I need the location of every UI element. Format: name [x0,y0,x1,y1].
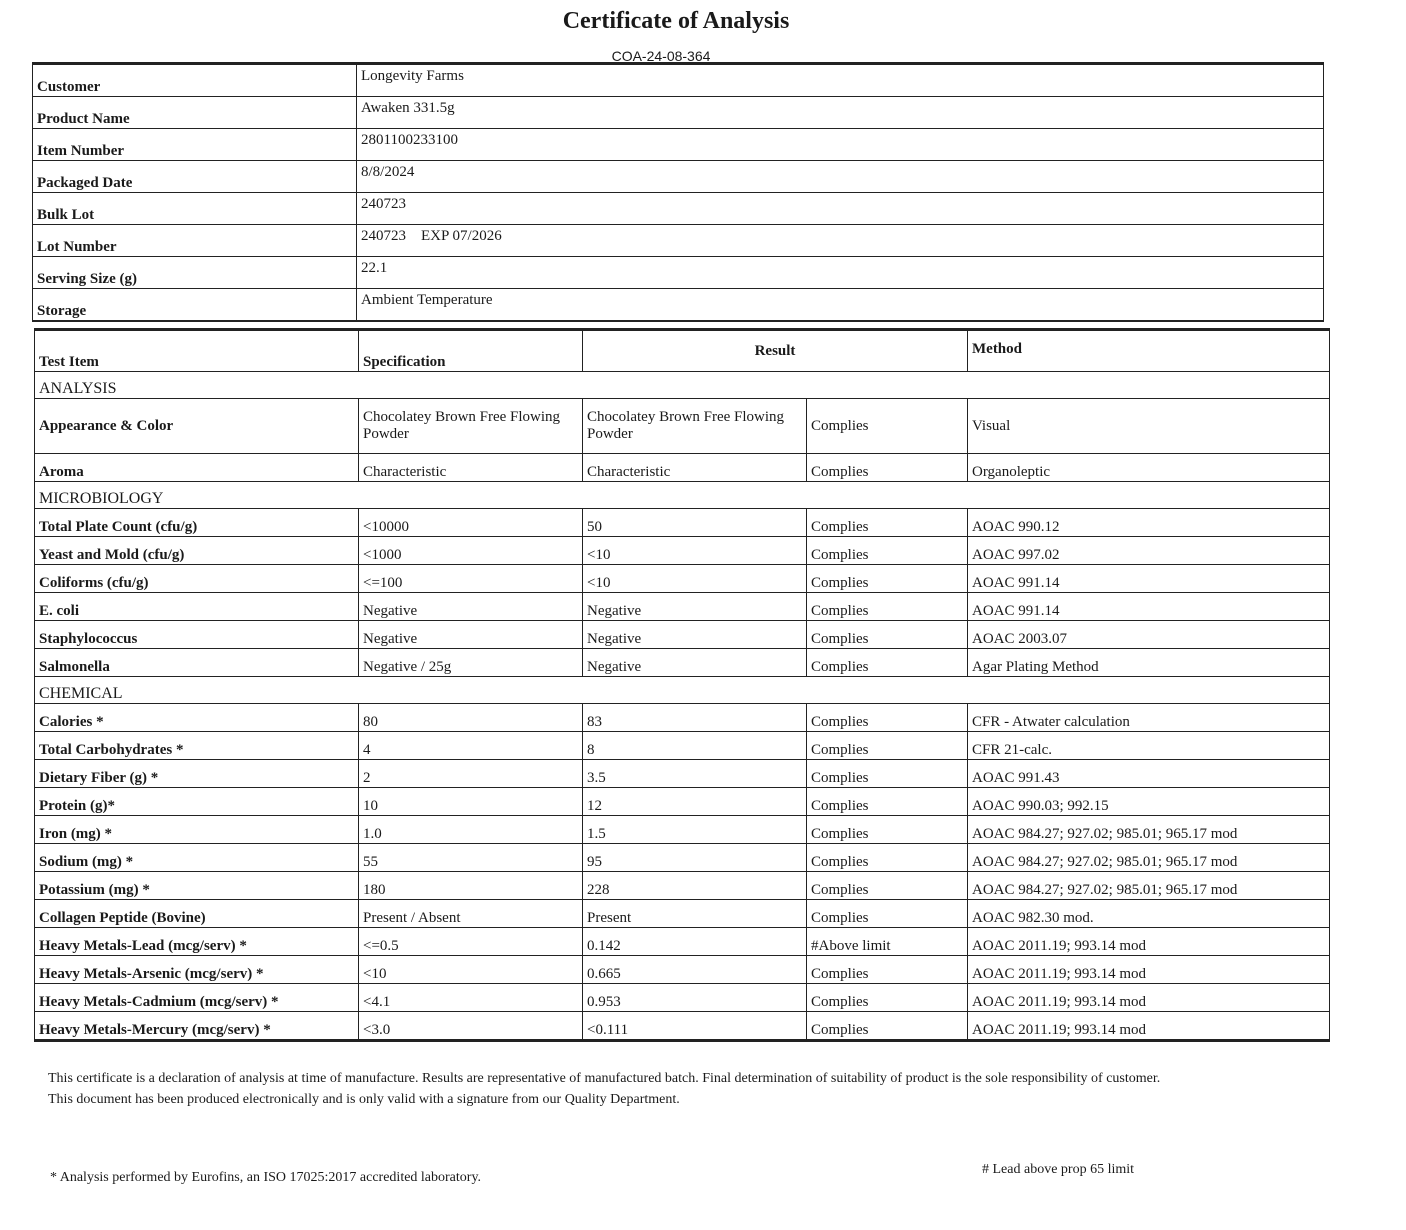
info-value: 240723 EXP 07/2026 [357,225,1324,257]
specification-cell: 1.0 [359,816,583,844]
result-cell: Characteristic [583,454,807,482]
test-item-cell: Iron (mg) * [35,816,359,844]
result-cell: 228 [583,872,807,900]
info-value: Longevity Farms [357,64,1324,97]
method-cell: AOAC 990.03; 992.15 [968,788,1330,816]
specification-cell: Negative [359,621,583,649]
test-item-cell: Heavy Metals-Lead (mcg/serv) * [35,928,359,956]
section-heading: CHEMICAL [35,677,1330,704]
test-item-cell: Total Plate Count (cfu/g) [35,509,359,537]
section-heading: ANALYSIS [35,372,1330,399]
header-specification: Specification [359,330,583,372]
test-item-cell: Heavy Metals-Cadmium (mcg/serv) * [35,984,359,1012]
specification-cell: 80 [359,704,583,732]
specification-cell: <4.1 [359,984,583,1012]
test-item-cell: Sodium (mg) * [35,844,359,872]
section-row [35,372,1330,399]
result-cell: Chocolatey Brown Free Flowing Powder [583,399,807,454]
method-cell: AOAC 2011.19; 993.14 mod [968,928,1330,956]
disclaimer-line: This document has been produced electronically and is only valid with a signature from our Quality Department. [48,1092,680,1107]
table-row [35,900,1330,928]
compliance-cell: Complies [807,732,968,760]
method-cell: AOAC 2011.19; 993.14 mod [968,984,1330,1012]
info-value: 2801100233100 [357,129,1324,161]
specification-cell: 10 [359,788,583,816]
table-row [35,816,1330,844]
test-item-cell: Potassium (mg) * [35,872,359,900]
test-item-cell: Staphylococcus [35,621,359,649]
info-row [33,193,1324,225]
result-cell: 3.5 [583,760,807,788]
result-cell: 50 [583,509,807,537]
info-label: Storage [33,289,357,322]
footnote-lab: * Analysis performed by Eurofins, an ISO 17025:2017 accredited laboratory. [50,1170,482,1185]
table-row [35,844,1330,872]
info-label: Product Name [33,97,357,129]
compliance-cell: Complies [807,621,968,649]
compliance-cell: Complies [807,399,968,454]
method-cell: AOAC 984.27; 927.02; 985.01; 965.17 mod [968,844,1330,872]
info-label: Bulk Lot [33,193,357,225]
result-cell: 12 [583,788,807,816]
disclaimer-notes [48,1068,1338,1110]
result-cell: Negative [583,593,807,621]
specification-cell: <3.0 [359,1012,583,1041]
specification-cell: <=0.5 [359,928,583,956]
table-row [35,593,1330,621]
info-row [33,225,1324,257]
table-row [35,621,1330,649]
compliance-cell: Complies [807,900,968,928]
specification-cell: 4 [359,732,583,760]
specification-cell: 180 [359,872,583,900]
table-row [35,704,1330,732]
compliance-cell: #Above limit [807,928,968,956]
result-cell: <0.111 [583,1012,807,1041]
compliance-cell: Complies [807,816,968,844]
test-item-cell: Collagen Peptide (Bovine) [35,900,359,928]
info-label: Serving Size (g) [33,257,357,289]
table-row [35,509,1330,537]
table-row [35,956,1330,984]
method-cell: AOAC 984.27; 927.02; 985.01; 965.17 mod [968,816,1330,844]
info-value: 22.1 [357,257,1324,289]
result-cell: Negative [583,649,807,677]
info-value: 8/8/2024 [357,161,1324,193]
test-item-cell: Calories * [35,704,359,732]
test-item-cell: Heavy Metals-Arsenic (mcg/serv) * [35,956,359,984]
compliance-cell: Complies [807,509,968,537]
info-row [33,257,1324,289]
result-cell: Present [583,900,807,928]
test-item-cell: Salmonella [35,649,359,677]
disclaimer-line: This certificate is a declaration of analysis at time of manufacture. Results are representative of manufactured batch. Final determination of suitability of product is the sole responsibility of customer. [48,1071,1161,1086]
specification-cell: <10 [359,956,583,984]
method-cell: Organoleptic [968,454,1330,482]
result-cell: 83 [583,704,807,732]
table-row [35,928,1330,956]
specification-cell: <1000 [359,537,583,565]
section-row [35,482,1330,509]
info-label: Customer [33,64,357,97]
test-item-cell: Appearance & Color [35,399,359,454]
method-cell: Agar Plating Method [968,649,1330,677]
specification-cell: Negative [359,593,583,621]
table-row [35,1012,1330,1041]
compliance-cell: Complies [807,1012,968,1041]
table-header-row [35,330,1330,372]
method-cell: AOAC 991.14 [968,565,1330,593]
header-result: Result [583,330,968,372]
compliance-cell: Complies [807,844,968,872]
info-row [33,97,1324,129]
info-row [33,64,1324,97]
specification-cell: <=100 [359,565,583,593]
table-row [35,984,1330,1012]
info-value: Awaken 331.5g [357,97,1324,129]
table-row [35,537,1330,565]
table-row [35,454,1330,482]
compliance-cell: Complies [807,760,968,788]
method-cell: AOAC 990.12 [968,509,1330,537]
test-item-cell: Aroma [35,454,359,482]
page-title: Certificate of Analysis [562,8,790,34]
result-cell: 95 [583,844,807,872]
table-row [35,399,1330,454]
result-cell: 0.953 [583,984,807,1012]
info-label: Packaged Date [33,161,357,193]
info-row [33,289,1324,322]
method-cell: AOAC 2011.19; 993.14 mod [968,1012,1330,1041]
result-cell: <10 [583,565,807,593]
compliance-cell: Complies [807,956,968,984]
method-cell: Visual [968,399,1330,454]
result-cell: 1.5 [583,816,807,844]
product-info-table [32,62,1324,322]
table-row [35,760,1330,788]
info-label: Item Number [33,129,357,161]
compliance-cell: Complies [807,704,968,732]
test-item-cell: Total Carbohydrates * [35,732,359,760]
section-row [35,677,1330,704]
table-row [35,732,1330,760]
result-cell: 8 [583,732,807,760]
compliance-cell: Complies [807,593,968,621]
compliance-cell: Complies [807,454,968,482]
result-cell: Negative [583,621,807,649]
info-value: Ambient Temperature [357,289,1324,322]
test-item-cell: Coliforms (cfu/g) [35,565,359,593]
specification-cell: 55 [359,844,583,872]
test-results-table [34,328,1330,1042]
method-cell: AOAC 991.43 [968,760,1330,788]
specification-cell: Present / Absent [359,900,583,928]
specification-cell: Characteristic [359,454,583,482]
result-cell: <10 [583,537,807,565]
test-item-cell: Yeast and Mold (cfu/g) [35,537,359,565]
method-cell: AOAC 982.30 mod. [968,900,1330,928]
table-row [35,649,1330,677]
document-number: COA-24-08-364 [611,48,711,64]
method-cell: AOAC 991.14 [968,593,1330,621]
method-cell: AOAC 2003.07 [968,621,1330,649]
test-item-cell: Protein (g)* [35,788,359,816]
table-row [35,872,1330,900]
compliance-cell: Complies [807,565,968,593]
table-row [35,565,1330,593]
table-row [35,788,1330,816]
section-heading: MICROBIOLOGY [35,482,1330,509]
specification-cell: <10000 [359,509,583,537]
specification-cell: Chocolatey Brown Free Flowing Powder [359,399,583,454]
info-value: 240723 [357,193,1324,225]
compliance-cell: Complies [807,984,968,1012]
specification-cell: Negative / 25g [359,649,583,677]
compliance-cell: Complies [807,872,968,900]
compliance-cell: Complies [807,649,968,677]
method-cell: AOAC 984.27; 927.02; 985.01; 965.17 mod [968,872,1330,900]
info-label: Lot Number [33,225,357,257]
header-method: Method [968,330,1330,372]
header-test-item: Test Item [35,330,359,372]
compliance-cell: Complies [807,537,968,565]
test-item-cell: Heavy Metals-Mercury (mcg/serv) * [35,1012,359,1041]
method-cell: AOAC 2011.19; 993.14 mod [968,956,1330,984]
test-item-cell: Dietary Fiber (g) * [35,760,359,788]
info-row [33,161,1324,193]
result-cell: 0.142 [583,928,807,956]
info-row [33,129,1324,161]
test-item-cell: E. coli [35,593,359,621]
method-cell: AOAC 997.02 [968,537,1330,565]
footnote-lead: # Lead above prop 65 limit [982,1162,1135,1177]
method-cell: CFR - Atwater calculation [968,704,1330,732]
result-cell: 0.665 [583,956,807,984]
compliance-cell: Complies [807,788,968,816]
specification-cell: 2 [359,760,583,788]
method-cell: CFR 21-calc. [968,732,1330,760]
